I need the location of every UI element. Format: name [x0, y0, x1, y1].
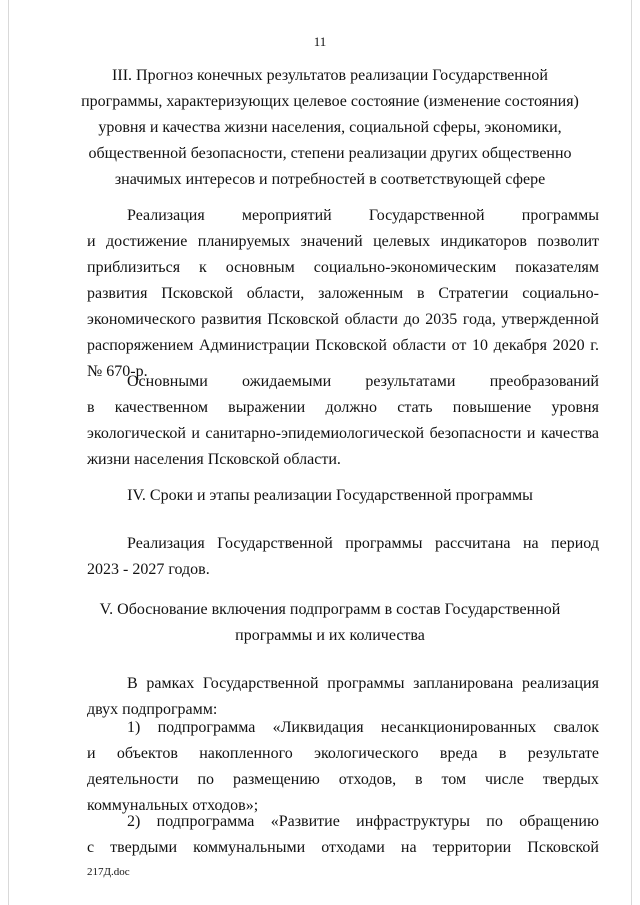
- section-3-paragraph-2: [87, 369, 599, 473]
- word: от: [451, 337, 467, 354]
- word: Основными: [127, 373, 208, 390]
- word: г.: [590, 337, 599, 354]
- word: с: [87, 839, 95, 856]
- word: и: [87, 233, 96, 250]
- word: подпрограмма: [156, 813, 255, 830]
- word: реализация: [521, 675, 599, 692]
- word: ожидаемыми: [242, 373, 332, 390]
- word: области: [392, 337, 447, 354]
- para-line: [87, 835, 599, 861]
- section-3-paragraph-1: [87, 203, 599, 385]
- word: безопасности: [429, 425, 522, 442]
- word: в: [416, 285, 425, 302]
- word: рассчитана: [434, 535, 511, 552]
- word: Государственной: [368, 207, 485, 224]
- left-scan-edge: [8, 0, 9, 905]
- word: «Ликвидация: [272, 719, 364, 736]
- word: социально-: [522, 285, 599, 302]
- para-line: [87, 255, 599, 281]
- para-line: [87, 671, 599, 697]
- word: значений: [300, 233, 363, 250]
- word: программы: [345, 535, 423, 552]
- word: Реализация: [127, 535, 205, 552]
- word: планируемых: [197, 233, 291, 250]
- word: экономического: [87, 311, 196, 328]
- word: стать: [397, 399, 433, 416]
- word: заложенным: [318, 285, 404, 302]
- subprogram-item-1: [87, 715, 599, 819]
- word: выражении: [228, 399, 306, 416]
- word: Государственной: [217, 535, 333, 552]
- word: декабря: [493, 337, 548, 354]
- word: числе: [485, 771, 524, 788]
- word: развития: [87, 285, 148, 302]
- word: период: [551, 535, 599, 552]
- word: области,: [246, 285, 305, 302]
- word: деятельности: [87, 771, 179, 788]
- word: области: [344, 311, 398, 328]
- word: должно: [325, 399, 377, 416]
- word: программы: [521, 207, 599, 224]
- word: в: [87, 399, 95, 416]
- word: Государственной: [202, 675, 319, 692]
- file-name-footer: 217Д.doc: [87, 866, 130, 878]
- word: «Развитие: [270, 813, 340, 830]
- word: в: [415, 771, 423, 788]
- word: отходами: [321, 839, 385, 856]
- word: основным: [225, 259, 295, 276]
- word: по: [486, 813, 503, 830]
- word: результате: [527, 745, 599, 762]
- para-line: [87, 229, 599, 255]
- word: накопленного: [199, 745, 293, 762]
- word: развития: [201, 311, 262, 328]
- word: В: [127, 675, 138, 692]
- word: Псковской: [161, 285, 233, 302]
- subprogram-item-2: [87, 809, 599, 861]
- right-scan-edge: [631, 0, 632, 905]
- word: к: [199, 259, 207, 276]
- para-line: [87, 715, 599, 741]
- word: качества: [540, 425, 599, 442]
- para-line: жизни населения Псковской области.: [87, 451, 341, 468]
- word: 2020: [552, 337, 585, 354]
- word: Псковской: [267, 311, 339, 328]
- para-line: [87, 281, 599, 307]
- word: 1): [127, 719, 141, 736]
- word: преобразований: [489, 373, 599, 390]
- para-line: [87, 369, 599, 395]
- section-5-heading: [70, 597, 590, 649]
- word: отходов,: [338, 771, 397, 788]
- para-line: коммунальных отходов»;: [87, 797, 259, 814]
- word: твердыми: [110, 839, 178, 856]
- word: несанкционированных: [380, 719, 537, 736]
- heading-line: уровня и качества жизни населения, социальной сферы, экономики,: [98, 119, 562, 136]
- para-line: [87, 203, 599, 229]
- word: санитарно-эпидемиологической: [205, 425, 425, 442]
- para-line: двух подпрограмм:: [87, 701, 218, 718]
- word: том: [441, 771, 467, 788]
- word: коммунальными: [193, 839, 306, 856]
- para-line: [87, 307, 599, 333]
- word: программы: [327, 675, 405, 692]
- word: в: [498, 745, 507, 762]
- word: вреда: [439, 745, 478, 762]
- heading-line: программы и их количества: [235, 627, 425, 644]
- word: и: [526, 425, 536, 442]
- para-line: [87, 421, 599, 447]
- heading-line: III. Прогноз конечных результатов реализации Государственной: [112, 67, 548, 84]
- word: мероприятий: [241, 207, 332, 224]
- word: качественном: [114, 399, 208, 416]
- word: Псковской: [315, 337, 387, 354]
- word: размещению: [232, 771, 320, 788]
- word: твердых: [542, 771, 599, 788]
- word: экологической: [87, 425, 186, 442]
- word: Стратегии: [438, 285, 509, 302]
- word: 2): [127, 813, 141, 830]
- word: показателям: [515, 259, 599, 276]
- word: на: [400, 839, 417, 856]
- word: Администрации: [199, 337, 310, 354]
- word: целевых: [373, 233, 431, 250]
- para-line: [87, 767, 599, 793]
- word: индикаторов: [440, 233, 527, 250]
- para-line: [87, 741, 599, 767]
- word: Реализация: [127, 207, 205, 224]
- word: результатами: [365, 373, 456, 390]
- word: Псковской: [527, 839, 599, 856]
- page-number: 11: [313, 34, 327, 49]
- word: территории: [432, 839, 512, 856]
- word: распоряжением: [87, 337, 194, 354]
- word: повышение: [452, 399, 532, 416]
- para-line: [87, 809, 599, 835]
- section-4-heading: [70, 483, 590, 509]
- para-line: [87, 333, 599, 359]
- word: утвержденной: [501, 311, 599, 328]
- word: подпрограмма: [157, 719, 256, 736]
- word: на: [522, 535, 539, 552]
- word: инфраструктуры: [356, 813, 470, 830]
- word: объектов: [116, 745, 178, 762]
- word: позволит: [537, 233, 599, 250]
- word: до: [403, 311, 420, 328]
- word: рамках: [146, 675, 195, 692]
- word: свалок: [553, 719, 599, 736]
- word: года,: [462, 311, 496, 328]
- heading-line: значимых интересов и потребностей в соответствующей сфере: [114, 171, 546, 188]
- para-line: [87, 531, 599, 557]
- word: по: [197, 771, 215, 788]
- word: уровня: [551, 399, 599, 416]
- word: экологического: [314, 745, 419, 762]
- word: и: [191, 425, 200, 442]
- section-3-heading: [70, 63, 590, 193]
- word: и: [87, 745, 96, 762]
- heading-line: V. Обоснование включения подпрограмм в состав Государственной: [99, 601, 561, 618]
- para-line: 2023 - 2027 годов.: [87, 561, 210, 578]
- word: 2035: [425, 311, 458, 328]
- para-line: [87, 395, 599, 421]
- para-line: № 670-р.: [87, 363, 148, 380]
- word: социально-экономическим: [313, 259, 497, 276]
- heading-line: общественной безопасности, степени реализации других общественно: [88, 145, 572, 162]
- heading-line: IV. Сроки и этапы реализации Государственной программы: [127, 487, 533, 504]
- word: 10: [472, 337, 489, 354]
- word: обращению: [519, 813, 599, 830]
- word: запланирована: [413, 675, 514, 692]
- section-4-paragraph-1: [87, 531, 599, 583]
- heading-line: программы, характеризующих целевое состояние (изменение состояния): [81, 93, 579, 110]
- word: достижение: [105, 233, 188, 250]
- word: приблизиться: [87, 259, 181, 276]
